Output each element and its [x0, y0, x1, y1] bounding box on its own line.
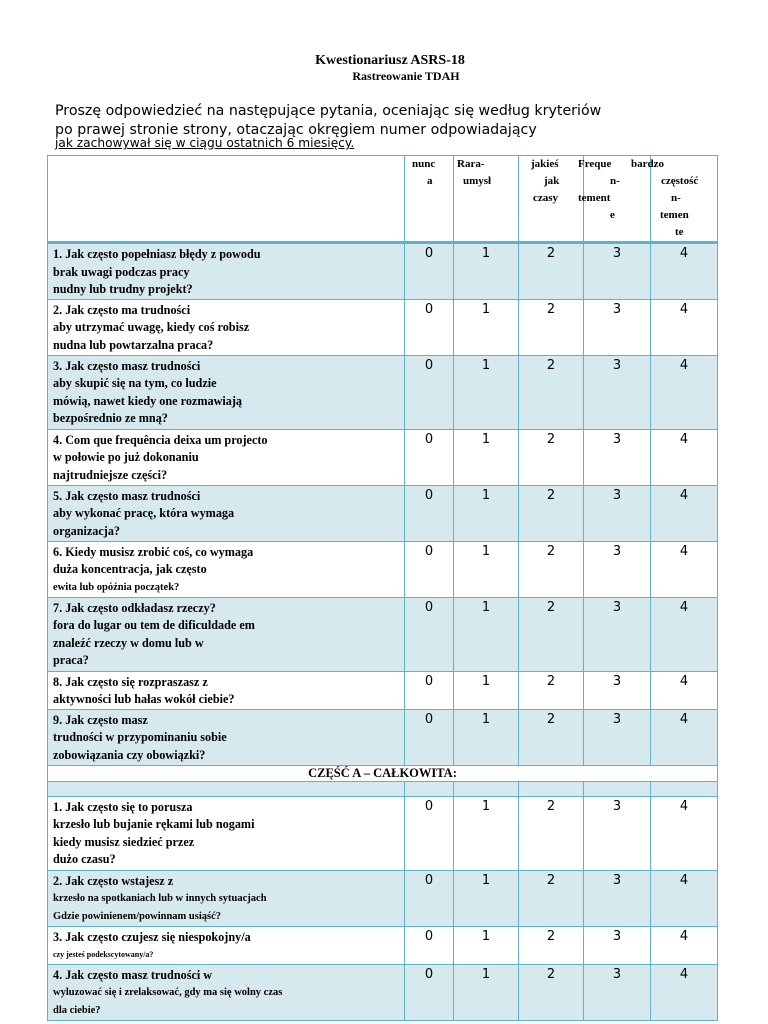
- answer-option-1[interactable]: 1: [454, 671, 519, 709]
- total-label-cell: [48, 781, 405, 796]
- answer-option-3[interactable]: 3: [584, 243, 651, 300]
- answer-option-4[interactable]: 4: [651, 870, 718, 926]
- question-line: fora do lugar ou tem de dificuldade em: [53, 618, 255, 632]
- answer-option-0[interactable]: 0: [405, 541, 454, 597]
- question-line: najtrudniejsze części?: [53, 467, 168, 482]
- question-line: wyluzować się i zrelaksować, gdy ma się wolny czas: [53, 987, 283, 998]
- question-text: [48, 796, 405, 870]
- question-row: [48, 870, 718, 926]
- answer-option-2[interactable]: 2: [519, 597, 584, 671]
- question-row: [48, 355, 718, 429]
- document-subtitle: Rastreowanie TDAH: [352, 69, 460, 83]
- question-line: praca?: [53, 653, 89, 667]
- question-line: brak uwagi podczas pracy: [53, 264, 190, 279]
- question-text: [48, 671, 405, 709]
- section-total-label: CZĘŚĆ A – CAŁKOWITA:: [48, 765, 718, 781]
- header-empty-cell: [48, 156, 405, 243]
- table-header-row: [48, 156, 718, 243]
- answer-option-3[interactable]: 3: [584, 964, 651, 1020]
- answer-option-1[interactable]: 1: [454, 870, 519, 926]
- answer-option-0[interactable]: 0: [405, 926, 454, 964]
- question-row: [48, 671, 718, 709]
- answer-option-2[interactable]: 2: [519, 429, 584, 485]
- question-line: w połowie po już dokonaniu: [53, 450, 199, 464]
- question-text: [48, 926, 405, 964]
- question-row: [48, 429, 718, 485]
- answer-option-3[interactable]: 3: [584, 671, 651, 709]
- question-text: [48, 964, 405, 1020]
- answer-option-1[interactable]: 1: [454, 964, 519, 1020]
- answer-option-0[interactable]: 0: [405, 796, 454, 870]
- questionnaire-table: [47, 155, 718, 1021]
- question-line: 4. Jak często masz trudności w: [53, 967, 213, 982]
- question-row: [48, 709, 718, 765]
- answer-option-2[interactable]: 2: [519, 964, 584, 1020]
- question-text: [48, 541, 405, 597]
- question-line: nudna lub powtarzalna praca?: [53, 337, 214, 352]
- answer-option-2[interactable]: 2: [519, 541, 584, 597]
- question-line: 7. Jak często odkładasz rzeczy?: [53, 600, 216, 615]
- answer-option-1[interactable]: 1: [454, 709, 519, 765]
- question-line: Gdzie powinienem/powinnam usiąść?: [53, 910, 222, 922]
- question-line: aby wykonać pracę, która wymaga: [53, 506, 235, 520]
- question-text: [48, 429, 405, 485]
- header-often: Freque n- tement e: [584, 156, 651, 243]
- answer-option-2[interactable]: 2: [519, 485, 584, 541]
- answer-option-1[interactable]: 1: [454, 926, 519, 964]
- answer-option-0[interactable]: 0: [405, 355, 454, 429]
- answer-option-3[interactable]: 3: [584, 355, 651, 429]
- instructions-line-3: jak zachowywał się w ciągu ostatnich 6 miesięcy.: [55, 136, 355, 150]
- question-line: zobowiązania czy obowiązki?: [53, 747, 206, 762]
- answer-option-1[interactable]: 1: [454, 429, 519, 485]
- total-entry-cell[interactable]: [454, 781, 519, 796]
- question-line: krzesło na spotkaniach lub w innych sytuacjach: [53, 893, 267, 904]
- question-line: aby utrzymać uwagę, kiedy coś robisz: [53, 320, 250, 334]
- instructions-line-2: po prawej stronie strony, otaczając okręgiem numer odpowiadający: [55, 122, 537, 138]
- answer-option-3[interactable]: 3: [584, 485, 651, 541]
- answer-option-1[interactable]: 1: [454, 541, 519, 597]
- question-line: znaleźć rzeczy w domu lub w: [53, 635, 204, 650]
- answer-option-3[interactable]: 3: [584, 709, 651, 765]
- answer-option-3[interactable]: 3: [584, 926, 651, 964]
- answer-option-4[interactable]: 4: [651, 541, 718, 597]
- question-text: [48, 485, 405, 541]
- answer-option-4[interactable]: 4: [651, 299, 718, 355]
- question-text: [48, 597, 405, 671]
- header-never: nunc a: [405, 156, 454, 243]
- answer-option-2[interactable]: 2: [519, 926, 584, 964]
- question-line: 8. Jak często się rozpraszasz z: [53, 674, 208, 689]
- question-line: dużo czasu?: [53, 852, 116, 866]
- answer-option-0[interactable]: 0: [405, 709, 454, 765]
- answer-option-2[interactable]: 2: [519, 355, 584, 429]
- question-line: 2. Jak często wstajesz z: [53, 873, 174, 888]
- question-line: duża koncentracja, jak często: [53, 562, 207, 576]
- question-line: kiedy musisz siedzieć przez: [53, 834, 195, 849]
- question-row: [48, 926, 718, 964]
- answer-option-1[interactable]: 1: [454, 299, 519, 355]
- answer-option-2[interactable]: 2: [519, 299, 584, 355]
- section-total-entry-row: [48, 781, 718, 796]
- answer-option-1[interactable]: 1: [454, 243, 519, 300]
- answer-option-3[interactable]: 3: [584, 870, 651, 926]
- answer-option-1[interactable]: 1: [454, 485, 519, 541]
- question-line: trudności w przypominaniu sobie: [53, 730, 227, 744]
- answer-option-4[interactable]: 4: [651, 671, 718, 709]
- answer-option-4[interactable]: 4: [651, 485, 718, 541]
- question-line: 9. Jak często masz: [53, 712, 148, 727]
- answer-option-0[interactable]: 0: [405, 964, 454, 1020]
- question-line: mówią, nawet kiedy one rozmawiają: [53, 393, 243, 408]
- question-line: aktywności lub hałas wokół ciebie?: [53, 692, 235, 706]
- answer-option-4[interactable]: 4: [651, 429, 718, 485]
- answer-option-0[interactable]: 0: [405, 870, 454, 926]
- question-row: [48, 597, 718, 671]
- answer-option-1[interactable]: 1: [454, 796, 519, 870]
- answer-option-3[interactable]: 3: [584, 541, 651, 597]
- question-line: 5. Jak często masz trudności: [53, 488, 201, 503]
- question-row: [48, 243, 718, 300]
- answer-option-4[interactable]: 4: [651, 964, 718, 1020]
- answer-option-1[interactable]: 1: [454, 597, 519, 671]
- answer-option-4[interactable]: 4: [651, 597, 718, 671]
- question-text: [48, 870, 405, 926]
- answer-option-0[interactable]: 0: [405, 299, 454, 355]
- answer-option-2[interactable]: 2: [519, 243, 584, 300]
- question-line: dla ciebie?: [53, 1004, 101, 1016]
- answer-option-2[interactable]: 2: [519, 709, 584, 765]
- total-entry-cell[interactable]: [519, 781, 584, 796]
- question-line: 3. Jak często masz trudności: [53, 358, 201, 373]
- answer-option-4[interactable]: 4: [651, 926, 718, 964]
- question-line: bezpośrednio ze mną?: [53, 411, 168, 425]
- question-line: 1. Jak często się to porusza: [53, 799, 193, 814]
- question-text: [48, 709, 405, 765]
- question-line: 3. Jak często czujesz się niespokojny/a: [53, 929, 251, 944]
- answer-option-2[interactable]: 2: [519, 870, 584, 926]
- question-line: 4. Com que frequência deixa um projecto: [53, 432, 268, 447]
- question-row: [48, 299, 718, 355]
- total-entry-cell[interactable]: [651, 781, 718, 796]
- question-row: [48, 541, 718, 597]
- answer-option-4[interactable]: 4: [651, 243, 718, 300]
- question-line: 6. Kiedy musisz zrobić coś, co wymaga: [53, 544, 254, 559]
- question-line: nudny lub trudny projekt?: [53, 282, 193, 296]
- header-very-often: bardzo częstość n- temen te: [651, 156, 718, 243]
- answer-option-0[interactable]: 0: [405, 243, 454, 300]
- answer-option-3[interactable]: 3: [584, 299, 651, 355]
- total-entry-cell[interactable]: [405, 781, 454, 796]
- answer-option-3[interactable]: 3: [584, 429, 651, 485]
- question-text: [48, 299, 405, 355]
- answer-option-3[interactable]: 3: [584, 597, 651, 671]
- total-entry-cell[interactable]: [584, 781, 651, 796]
- question-line: 2. Jak często ma trudności: [53, 302, 191, 317]
- instructions-line-1: Proszę odpowiedzieć na następujące pytania, oceniając się według kryteriów: [55, 103, 602, 119]
- header-sometimes: jakieś jak czasy: [519, 156, 584, 243]
- question-line: 1. Jak często popełniasz błędy z powodu: [53, 247, 261, 261]
- document-title: Kwestionariusz ASRS-18: [315, 53, 465, 68]
- answer-option-3[interactable]: 3: [584, 796, 651, 870]
- question-line: ewita lub opóźnia początek?: [53, 581, 180, 593]
- answer-option-2[interactable]: 2: [519, 671, 584, 709]
- question-line: aby skupić się na tym, co ludzie: [53, 376, 217, 390]
- answer-option-2[interactable]: 2: [519, 796, 584, 870]
- answer-option-4[interactable]: 4: [651, 355, 718, 429]
- answer-option-4[interactable]: 4: [651, 709, 718, 765]
- answer-option-0[interactable]: 0: [405, 597, 454, 671]
- question-line: organizacja?: [53, 523, 121, 538]
- answer-option-0[interactable]: 0: [405, 485, 454, 541]
- question-row: [48, 796, 718, 870]
- answer-option-4[interactable]: 4: [651, 796, 718, 870]
- answer-option-0[interactable]: 0: [405, 429, 454, 485]
- question-text: [48, 243, 405, 300]
- question-row: [48, 485, 718, 541]
- question-line: czy jesteś podekscytowany/a?: [53, 950, 154, 959]
- answer-option-1[interactable]: 1: [454, 355, 519, 429]
- instructions: [55, 102, 695, 140]
- header-rarely: Rara- umysł: [454, 156, 519, 243]
- question-row: [48, 964, 718, 1020]
- answer-option-0[interactable]: 0: [405, 671, 454, 709]
- question-line: krzesło lub bujanie rękami lub nogami: [53, 817, 255, 831]
- section-total-row: [48, 765, 718, 781]
- question-text: [48, 355, 405, 429]
